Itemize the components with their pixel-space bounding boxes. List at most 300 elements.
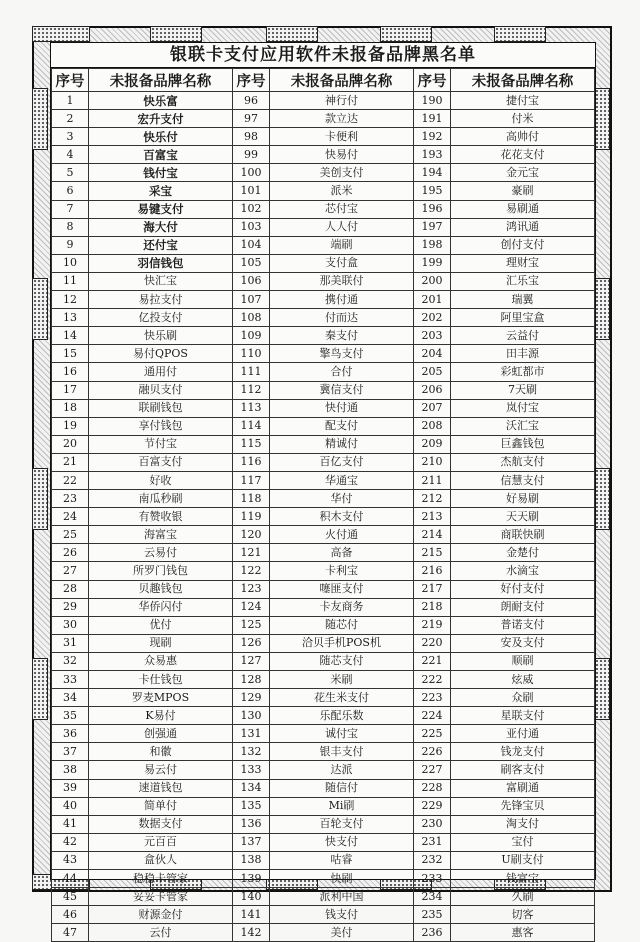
serial-cell: 1 xyxy=(52,92,89,110)
brand-cell: 配支付 xyxy=(270,417,414,435)
serial-cell: 114 xyxy=(233,417,270,435)
serial-cell: 36 xyxy=(52,725,89,743)
serial-cell: 206 xyxy=(414,381,451,399)
serial-cell: 32 xyxy=(52,652,89,670)
serial-cell: 29 xyxy=(52,598,89,616)
brand-cell: 乐配乐数 xyxy=(270,707,414,725)
brand-cell: 南瓜秒刷 xyxy=(89,490,233,508)
serial-cell: 23 xyxy=(52,490,89,508)
serial-cell: 215 xyxy=(414,544,451,562)
serial-cell: 40 xyxy=(52,797,89,815)
table-row xyxy=(52,471,595,489)
brand-cell: 先锋宝贝 xyxy=(451,797,595,815)
table-row xyxy=(52,652,595,670)
brand-cell: 财源金付 xyxy=(89,906,233,924)
brand-cell: 鸿讯通 xyxy=(451,218,595,236)
brand-cell: 汇乐宝 xyxy=(451,272,595,290)
table-row xyxy=(52,345,595,363)
brand-cell: 彩虹都市 xyxy=(451,363,595,381)
brand-cell: 百亿支付 xyxy=(270,453,414,471)
brand-cell: 云益付 xyxy=(451,327,595,345)
brand-cell: 诚付宝 xyxy=(270,725,414,743)
brand-cell: 7天刷 xyxy=(451,381,595,399)
brand-cell: 贝趣钱包 xyxy=(89,580,233,598)
serial-cell: 115 xyxy=(233,435,270,453)
brand-cell: 积木支付 xyxy=(270,508,414,526)
table-body xyxy=(52,92,595,942)
serial-cell: 99 xyxy=(233,146,270,164)
brand-cell: 高帅付 xyxy=(451,128,595,146)
brand-cell: K易付 xyxy=(89,707,233,725)
serial-cell: 222 xyxy=(414,671,451,689)
serial-cell: 226 xyxy=(414,743,451,761)
serial-cell: 130 xyxy=(233,707,270,725)
brand-cell: 海富宝 xyxy=(89,526,233,544)
serial-cell: 38 xyxy=(52,761,89,779)
brand-cell: 快乐刷 xyxy=(89,327,233,345)
brand-cell: 火付通 xyxy=(270,526,414,544)
table-row xyxy=(52,598,595,616)
table-row xyxy=(52,146,595,164)
brand-cell: 神行付 xyxy=(270,92,414,110)
brand-cell: 擎鸟支付 xyxy=(270,345,414,363)
brand-cell: 岚付宝 xyxy=(451,399,595,417)
brand-cell: 妥妥卡管家 xyxy=(89,888,233,906)
serial-cell: 28 xyxy=(52,580,89,598)
serial-cell: 211 xyxy=(414,471,451,489)
table-row xyxy=(52,254,595,272)
brand-cell: 金楚付 xyxy=(451,544,595,562)
brand-cell: 优付 xyxy=(89,616,233,634)
brand-cell: 宝付 xyxy=(451,833,595,851)
serial-cell: 20 xyxy=(52,435,89,453)
table-row xyxy=(52,779,595,797)
brand-cell: 亚付通 xyxy=(451,725,595,743)
blacklist-table xyxy=(51,68,595,942)
brand-cell: 沃汇宝 xyxy=(451,417,595,435)
serial-cell: 232 xyxy=(414,851,451,869)
serial-cell: 3 xyxy=(52,128,89,146)
serial-cell: 193 xyxy=(414,146,451,164)
table-row-partial xyxy=(52,924,595,942)
serial-cell: 192 xyxy=(414,128,451,146)
serial-cell: 212 xyxy=(414,490,451,508)
serial-cell: 133 xyxy=(233,761,270,779)
serial-cell: 46 xyxy=(52,906,89,924)
brand-cell: 卡友商务 xyxy=(270,598,414,616)
table-row xyxy=(52,327,595,345)
brand-cell: 易键支付 xyxy=(89,200,233,218)
serial-cell: 127 xyxy=(233,652,270,670)
brand-cell: 采宝 xyxy=(89,182,233,200)
header-brand-3: 未报备品牌名称 xyxy=(451,69,595,92)
serial-cell: 7 xyxy=(52,200,89,218)
brand-cell: 钱支付 xyxy=(270,906,414,924)
table-row xyxy=(52,906,595,924)
table-row xyxy=(52,490,595,508)
brand-cell: 炫威 xyxy=(451,671,595,689)
serial-cell: 235 xyxy=(414,906,451,924)
serial-cell: 227 xyxy=(414,761,451,779)
serial-cell: 117 xyxy=(233,471,270,489)
serial-cell: 12 xyxy=(52,291,89,309)
brand-cell: 易云付 xyxy=(89,761,233,779)
brand-cell: 秦支付 xyxy=(270,327,414,345)
serial-cell: 119 xyxy=(233,508,270,526)
serial-cell: 13 xyxy=(52,309,89,327)
brand-cell: 好付支付 xyxy=(451,580,595,598)
serial-cell: 25 xyxy=(52,526,89,544)
serial-cell: 132 xyxy=(233,743,270,761)
serial-cell: 200 xyxy=(414,272,451,290)
serial-cell: 202 xyxy=(414,309,451,327)
table-row xyxy=(52,508,595,526)
table-row xyxy=(52,92,595,110)
serial-cell: 198 xyxy=(414,236,451,254)
brand-cell: 稳稳卡管家 xyxy=(89,870,233,888)
brand-cell: 易刷通 xyxy=(451,200,595,218)
brand-cell: 好易刷 xyxy=(451,490,595,508)
serial-cell: 8 xyxy=(52,218,89,236)
serial-cell: 223 xyxy=(414,689,451,707)
serial-cell: 221 xyxy=(414,652,451,670)
brand-cell: Mi刷 xyxy=(270,797,414,815)
brand-cell: 卡利宝 xyxy=(270,562,414,580)
table-row xyxy=(52,182,595,200)
brand-cell: 众易惠 xyxy=(89,652,233,670)
brand-cell: 卡仕钱包 xyxy=(89,671,233,689)
serial-cell: 18 xyxy=(52,399,89,417)
brand-cell: 切客 xyxy=(451,906,595,924)
brand-cell: 人人付 xyxy=(270,218,414,236)
brand-cell: 享付钱包 xyxy=(89,417,233,435)
serial-cell: 134 xyxy=(233,779,270,797)
table-row xyxy=(52,580,595,598)
brand-cell: 星联支付 xyxy=(451,707,595,725)
table-row xyxy=(52,689,595,707)
serial-cell: 204 xyxy=(414,345,451,363)
brand-cell: 田丰源 xyxy=(451,345,595,363)
brand-cell: 海大付 xyxy=(89,218,233,236)
serial-cell: 22 xyxy=(52,471,89,489)
serial-cell: 218 xyxy=(414,598,451,616)
brand-cell: 创强通 xyxy=(89,725,233,743)
brand-cell: 付米 xyxy=(451,110,595,128)
serial-cell: 42 xyxy=(52,833,89,851)
brand-cell: 携付通 xyxy=(270,291,414,309)
brand-cell: 银丰支付 xyxy=(270,743,414,761)
brand-cell: 速道钱包 xyxy=(89,779,233,797)
serial-cell: 106 xyxy=(233,272,270,290)
brand-cell: 羽信钱包 xyxy=(89,254,233,272)
serial-cell: 24 xyxy=(52,508,89,526)
brand-cell: 现刷 xyxy=(89,634,233,652)
table-row xyxy=(52,164,595,182)
serial-cell: 129 xyxy=(233,689,270,707)
brand-cell: 易付QPOS xyxy=(89,345,233,363)
brand-cell: 杰航支付 xyxy=(451,453,595,471)
brand-cell: 花花支付 xyxy=(451,146,595,164)
serial-cell: 121 xyxy=(233,544,270,562)
brand-cell: 付而达 xyxy=(270,309,414,327)
serial-cell: 216 xyxy=(414,562,451,580)
brand-cell: 快易付 xyxy=(270,146,414,164)
table-row xyxy=(52,200,595,218)
brand-cell: 好收 xyxy=(89,471,233,489)
brand-cell: 顺刷 xyxy=(451,652,595,670)
brand-cell: 派利中国 xyxy=(270,888,414,906)
table-row xyxy=(52,851,595,869)
table-row xyxy=(52,381,595,399)
serial-cell: 105 xyxy=(233,254,270,272)
table-row xyxy=(52,110,595,128)
serial-cell: 41 xyxy=(52,815,89,833)
brand-cell: 随芯付 xyxy=(270,616,414,634)
brand-cell: 云易付 xyxy=(89,544,233,562)
brand-cell: 快刷 xyxy=(270,870,414,888)
brand-cell: 众刷 xyxy=(451,689,595,707)
serial-cell: 231 xyxy=(414,833,451,851)
table-row xyxy=(52,291,595,309)
brand-cell: 阿里宝盒 xyxy=(451,309,595,327)
brand-cell: 普诺支付 xyxy=(451,616,595,634)
header-serial-1: 序号 xyxy=(52,69,89,92)
serial-cell: 101 xyxy=(233,182,270,200)
serial-cell: 139 xyxy=(233,870,270,888)
brand-cell: 富刷通 xyxy=(451,779,595,797)
serial-cell: 233 xyxy=(414,870,451,888)
table-row xyxy=(52,453,595,471)
brand-cell: 理财宝 xyxy=(451,254,595,272)
table-row xyxy=(52,526,595,544)
brand-cell: 洽贝手机POS机 xyxy=(270,634,414,652)
brand-cell: 豪刷 xyxy=(451,182,595,200)
serial-cell: 217 xyxy=(414,580,451,598)
brand-cell: 快支付 xyxy=(270,833,414,851)
brand-cell: 信慧支付 xyxy=(451,471,595,489)
table-row xyxy=(52,743,595,761)
header-brand-1: 未报备品牌名称 xyxy=(89,69,233,92)
brand-cell: 安及支付 xyxy=(451,634,595,652)
serial-cell: 96 xyxy=(233,92,270,110)
table-row xyxy=(52,616,595,634)
table-row xyxy=(52,435,595,453)
serial-cell: 100 xyxy=(233,164,270,182)
serial-cell: 205 xyxy=(414,363,451,381)
serial-cell: 30 xyxy=(52,616,89,634)
table-row xyxy=(52,562,595,580)
table-row xyxy=(52,309,595,327)
brand-cell: 元百百 xyxy=(89,833,233,851)
serial-cell: 135 xyxy=(233,797,270,815)
serial-cell: 230 xyxy=(414,815,451,833)
brand-cell: 钱龙支付 xyxy=(451,743,595,761)
brand-cell: 美创支付 xyxy=(270,164,414,182)
brand-cell: 噻匪支付 xyxy=(270,580,414,598)
header-serial-2: 序号 xyxy=(233,69,270,92)
document-sheet xyxy=(50,42,596,939)
brand-cell: 支付盒 xyxy=(270,254,414,272)
serial-cell: 199 xyxy=(414,254,451,272)
brand-cell: 华付 xyxy=(270,490,414,508)
serial-cell: 14 xyxy=(52,327,89,345)
brand-cell: 捷付宝 xyxy=(451,92,595,110)
serial-cell: 124 xyxy=(233,598,270,616)
serial-cell: 234 xyxy=(414,888,451,906)
serial-cell: 98 xyxy=(233,128,270,146)
brand-cell: 卡便利 xyxy=(270,128,414,146)
brand-cell: 瑞翼 xyxy=(451,291,595,309)
brand-cell: 所罗门钱包 xyxy=(89,562,233,580)
brand-cell: 久刷 xyxy=(451,888,595,906)
serial-cell: 5 xyxy=(52,164,89,182)
brand-cell: 钱富宝 xyxy=(451,870,595,888)
serial-cell: 2 xyxy=(52,110,89,128)
serial-cell: 108 xyxy=(233,309,270,327)
brand-cell: 亿投支付 xyxy=(89,309,233,327)
serial-cell: 6 xyxy=(52,182,89,200)
document-frame xyxy=(32,26,612,939)
serial-cell: 191 xyxy=(414,110,451,128)
brand-cell: 创付支付 xyxy=(451,236,595,254)
serial-cell: 44 xyxy=(52,870,89,888)
serial-cell: 110 xyxy=(233,345,270,363)
brand-cell: 朗耐支付 xyxy=(451,598,595,616)
serial-cell: 34 xyxy=(52,689,89,707)
serial-cell: 213 xyxy=(414,508,451,526)
serial-cell: 111 xyxy=(233,363,270,381)
serial-cell: 26 xyxy=(52,544,89,562)
serial-cell: 196 xyxy=(414,200,451,218)
serial-cell: 15 xyxy=(52,345,89,363)
table-row xyxy=(52,888,595,906)
brand-cell: 宏升支付 xyxy=(89,110,233,128)
brand-cell: 合付 xyxy=(270,363,414,381)
table-row xyxy=(52,725,595,743)
serial-cell: 137 xyxy=(233,833,270,851)
serial-cell: 33 xyxy=(52,671,89,689)
brand-cell: 融贝支付 xyxy=(89,381,233,399)
brand-cell: 花生米支付 xyxy=(270,689,414,707)
table-row xyxy=(52,128,595,146)
table-row xyxy=(52,761,595,779)
serial-cell: 43 xyxy=(52,851,89,869)
brand-cell: 咕睿 xyxy=(270,851,414,869)
table-row xyxy=(52,815,595,833)
serial-cell: 113 xyxy=(233,399,270,417)
serial-cell: 31 xyxy=(52,634,89,652)
brand-cell: 云付 xyxy=(89,924,233,942)
serial-cell: 116 xyxy=(233,453,270,471)
serial-cell: 97 xyxy=(233,110,270,128)
serial-cell: 142 xyxy=(233,924,270,942)
serial-cell: 107 xyxy=(233,291,270,309)
serial-cell: 112 xyxy=(233,381,270,399)
serial-cell: 219 xyxy=(414,616,451,634)
serial-cell: 236 xyxy=(414,924,451,942)
serial-cell: 209 xyxy=(414,435,451,453)
serial-cell: 37 xyxy=(52,743,89,761)
table-row xyxy=(52,707,595,725)
serial-cell: 224 xyxy=(414,707,451,725)
brand-cell: 随信付 xyxy=(270,779,414,797)
brand-cell: 精诚付 xyxy=(270,435,414,453)
serial-cell: 207 xyxy=(414,399,451,417)
serial-cell: 138 xyxy=(233,851,270,869)
table-header-row xyxy=(52,69,595,92)
brand-cell: 刷客支付 xyxy=(451,761,595,779)
table-row xyxy=(52,870,595,888)
serial-cell: 141 xyxy=(233,906,270,924)
brand-cell: 天天刷 xyxy=(451,508,595,526)
serial-cell: 225 xyxy=(414,725,451,743)
brand-cell: 百富支付 xyxy=(89,453,233,471)
brand-cell: 和徽 xyxy=(89,743,233,761)
brand-cell: 巨鑫钱包 xyxy=(451,435,595,453)
table-row xyxy=(52,671,595,689)
serial-cell: 47 xyxy=(52,924,89,942)
brand-cell: 简单付 xyxy=(89,797,233,815)
serial-cell: 125 xyxy=(233,616,270,634)
brand-cell: U刷支付 xyxy=(451,851,595,869)
brand-cell: 端刷 xyxy=(270,236,414,254)
serial-cell: 35 xyxy=(52,707,89,725)
brand-cell: 易拉支付 xyxy=(89,291,233,309)
serial-cell: 102 xyxy=(233,200,270,218)
serial-cell: 190 xyxy=(414,92,451,110)
page-title: 银联卡支付应用软件未报备品牌黑名单 xyxy=(51,43,595,68)
serial-cell: 195 xyxy=(414,182,451,200)
table-row xyxy=(52,797,595,815)
table-row xyxy=(52,634,595,652)
brand-cell: 惠客 xyxy=(451,924,595,942)
brand-cell: 百轮支付 xyxy=(270,815,414,833)
serial-cell: 128 xyxy=(233,671,270,689)
table-row xyxy=(52,218,595,236)
serial-cell: 197 xyxy=(414,218,451,236)
serial-cell: 104 xyxy=(233,236,270,254)
brand-cell: 快付通 xyxy=(270,399,414,417)
serial-cell: 136 xyxy=(233,815,270,833)
brand-cell: 高备 xyxy=(270,544,414,562)
header-brand-2: 未报备品牌名称 xyxy=(270,69,414,92)
serial-cell: 16 xyxy=(52,363,89,381)
serial-cell: 126 xyxy=(233,634,270,652)
brand-cell: 通用付 xyxy=(89,363,233,381)
serial-cell: 120 xyxy=(233,526,270,544)
brand-cell: 华侨闪付 xyxy=(89,598,233,616)
brand-cell: 快乐富 xyxy=(89,92,233,110)
serial-cell: 21 xyxy=(52,453,89,471)
brand-cell: 快汇宝 xyxy=(89,272,233,290)
serial-cell: 11 xyxy=(52,272,89,290)
brand-cell: 数据支付 xyxy=(89,815,233,833)
brand-cell: 盒伙人 xyxy=(89,851,233,869)
serial-cell: 109 xyxy=(233,327,270,345)
brand-cell: 快乐付 xyxy=(89,128,233,146)
serial-cell: 229 xyxy=(414,797,451,815)
serial-cell: 194 xyxy=(414,164,451,182)
serial-cell: 122 xyxy=(233,562,270,580)
brand-cell: 商联快刷 xyxy=(451,526,595,544)
brand-cell: 联刷钱包 xyxy=(89,399,233,417)
table-row xyxy=(52,399,595,417)
brand-cell: 水滴宝 xyxy=(451,562,595,580)
brand-cell: 金元宝 xyxy=(451,164,595,182)
brand-cell: 百富宝 xyxy=(89,146,233,164)
table-row xyxy=(52,363,595,381)
table-row xyxy=(52,833,595,851)
